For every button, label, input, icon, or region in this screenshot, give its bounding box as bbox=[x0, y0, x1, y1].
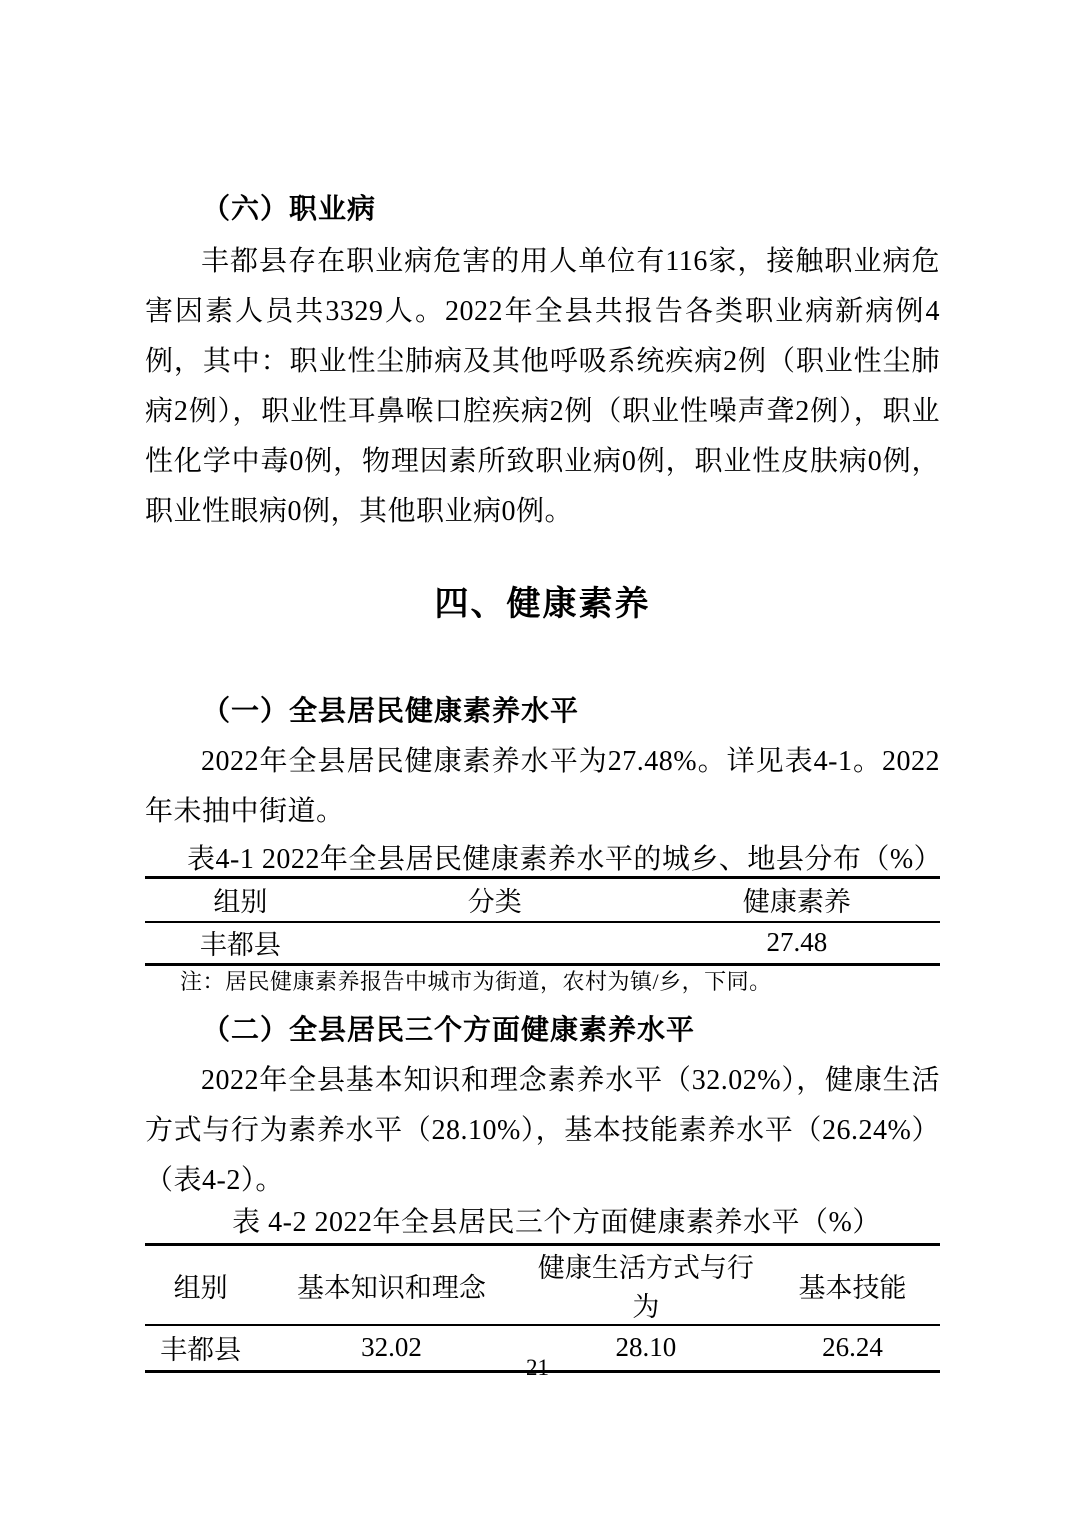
table42-header-skills: 基本技能 bbox=[798, 1272, 907, 1303]
table41-header-category: 分类 bbox=[467, 887, 522, 918]
table42-cell-county: 丰都县 bbox=[160, 1335, 242, 1366]
table41-data-row bbox=[145, 922, 940, 965]
table42-header-knowledge: 基本知识和理念 bbox=[296, 1272, 486, 1303]
section-heading-occupational-disease: （六）职业病 bbox=[202, 194, 377, 225]
table41-footnote: 注：居民健康素养报告中城市为街道，农村为镇/乡，下同。 bbox=[180, 969, 772, 994]
table42-header-lifestyle: 健康生活方式与行为 bbox=[537, 1253, 754, 1322]
subsection-heading-resident-literacy-level: （一）全县居民健康素养水平 bbox=[202, 696, 580, 727]
chapter-heading-health-literacy: 四、健康素养 bbox=[434, 586, 651, 623]
table41 bbox=[145, 876, 940, 966]
table41-header-group: 组别 bbox=[213, 887, 268, 918]
table42-caption: 表 4-2 2022年全县居民三个方面健康素养水平（%） bbox=[232, 1207, 881, 1238]
table42 bbox=[145, 1243, 940, 1373]
table41-cell-category bbox=[336, 922, 654, 965]
table42-container bbox=[145, 1243, 940, 1373]
table42-header-row bbox=[145, 1245, 940, 1326]
table41-header-row bbox=[145, 878, 940, 922]
table41-cell-value: 27.48 bbox=[766, 927, 828, 958]
table42-cell-skills: 26.24 bbox=[822, 1332, 883, 1363]
table41-header-literacy: 健康素养 bbox=[742, 887, 851, 918]
paragraph-three-aspects: 2022年全县基本知识和理念素养水平（32.02%），健康生活方式与行为素养水平（28.10%），基本技能素养水平（26.24%）（表4-2）。 bbox=[145, 1065, 940, 1196]
table42-header-group: 组别 bbox=[173, 1272, 228, 1303]
table41-caption: 表4-1 2022年全县居民健康素养水平的城乡、地县分布（%） bbox=[187, 844, 943, 875]
table41-cell-county: 丰都县 bbox=[199, 930, 281, 961]
table42-cell-lifestyle: 28.10 bbox=[615, 1332, 677, 1363]
table42-cell-knowledge: 32.02 bbox=[361, 1332, 422, 1363]
paragraph-resident-literacy-level: 2022年全县居民健康素养水平为27.48%。详见表4-1。2022年未抽中街道。 bbox=[145, 746, 940, 827]
subsection-heading-three-aspects: （二）全县居民三个方面健康素养水平 bbox=[202, 1015, 696, 1046]
table41-container bbox=[145, 876, 940, 966]
page-number: 21 bbox=[526, 1355, 549, 1380]
paragraph-occupational-disease: 丰都县存在职业病危害的用人单位有116家，接触职业病危害因素人员共3329人。2022年全县共报告各类职业病新病例4例，其中：职业性尘肺病及其他呼吸系统疾病2例（职业性尘肺病2例），职业性耳鼻喉口腔疾病2例（职业性噪声聋2例），职业性化学中毒0例，物理因素所致职业病0例，职业性皮肤病0例，职业性眼病0例，其他职业病0例。 bbox=[145, 246, 940, 527]
